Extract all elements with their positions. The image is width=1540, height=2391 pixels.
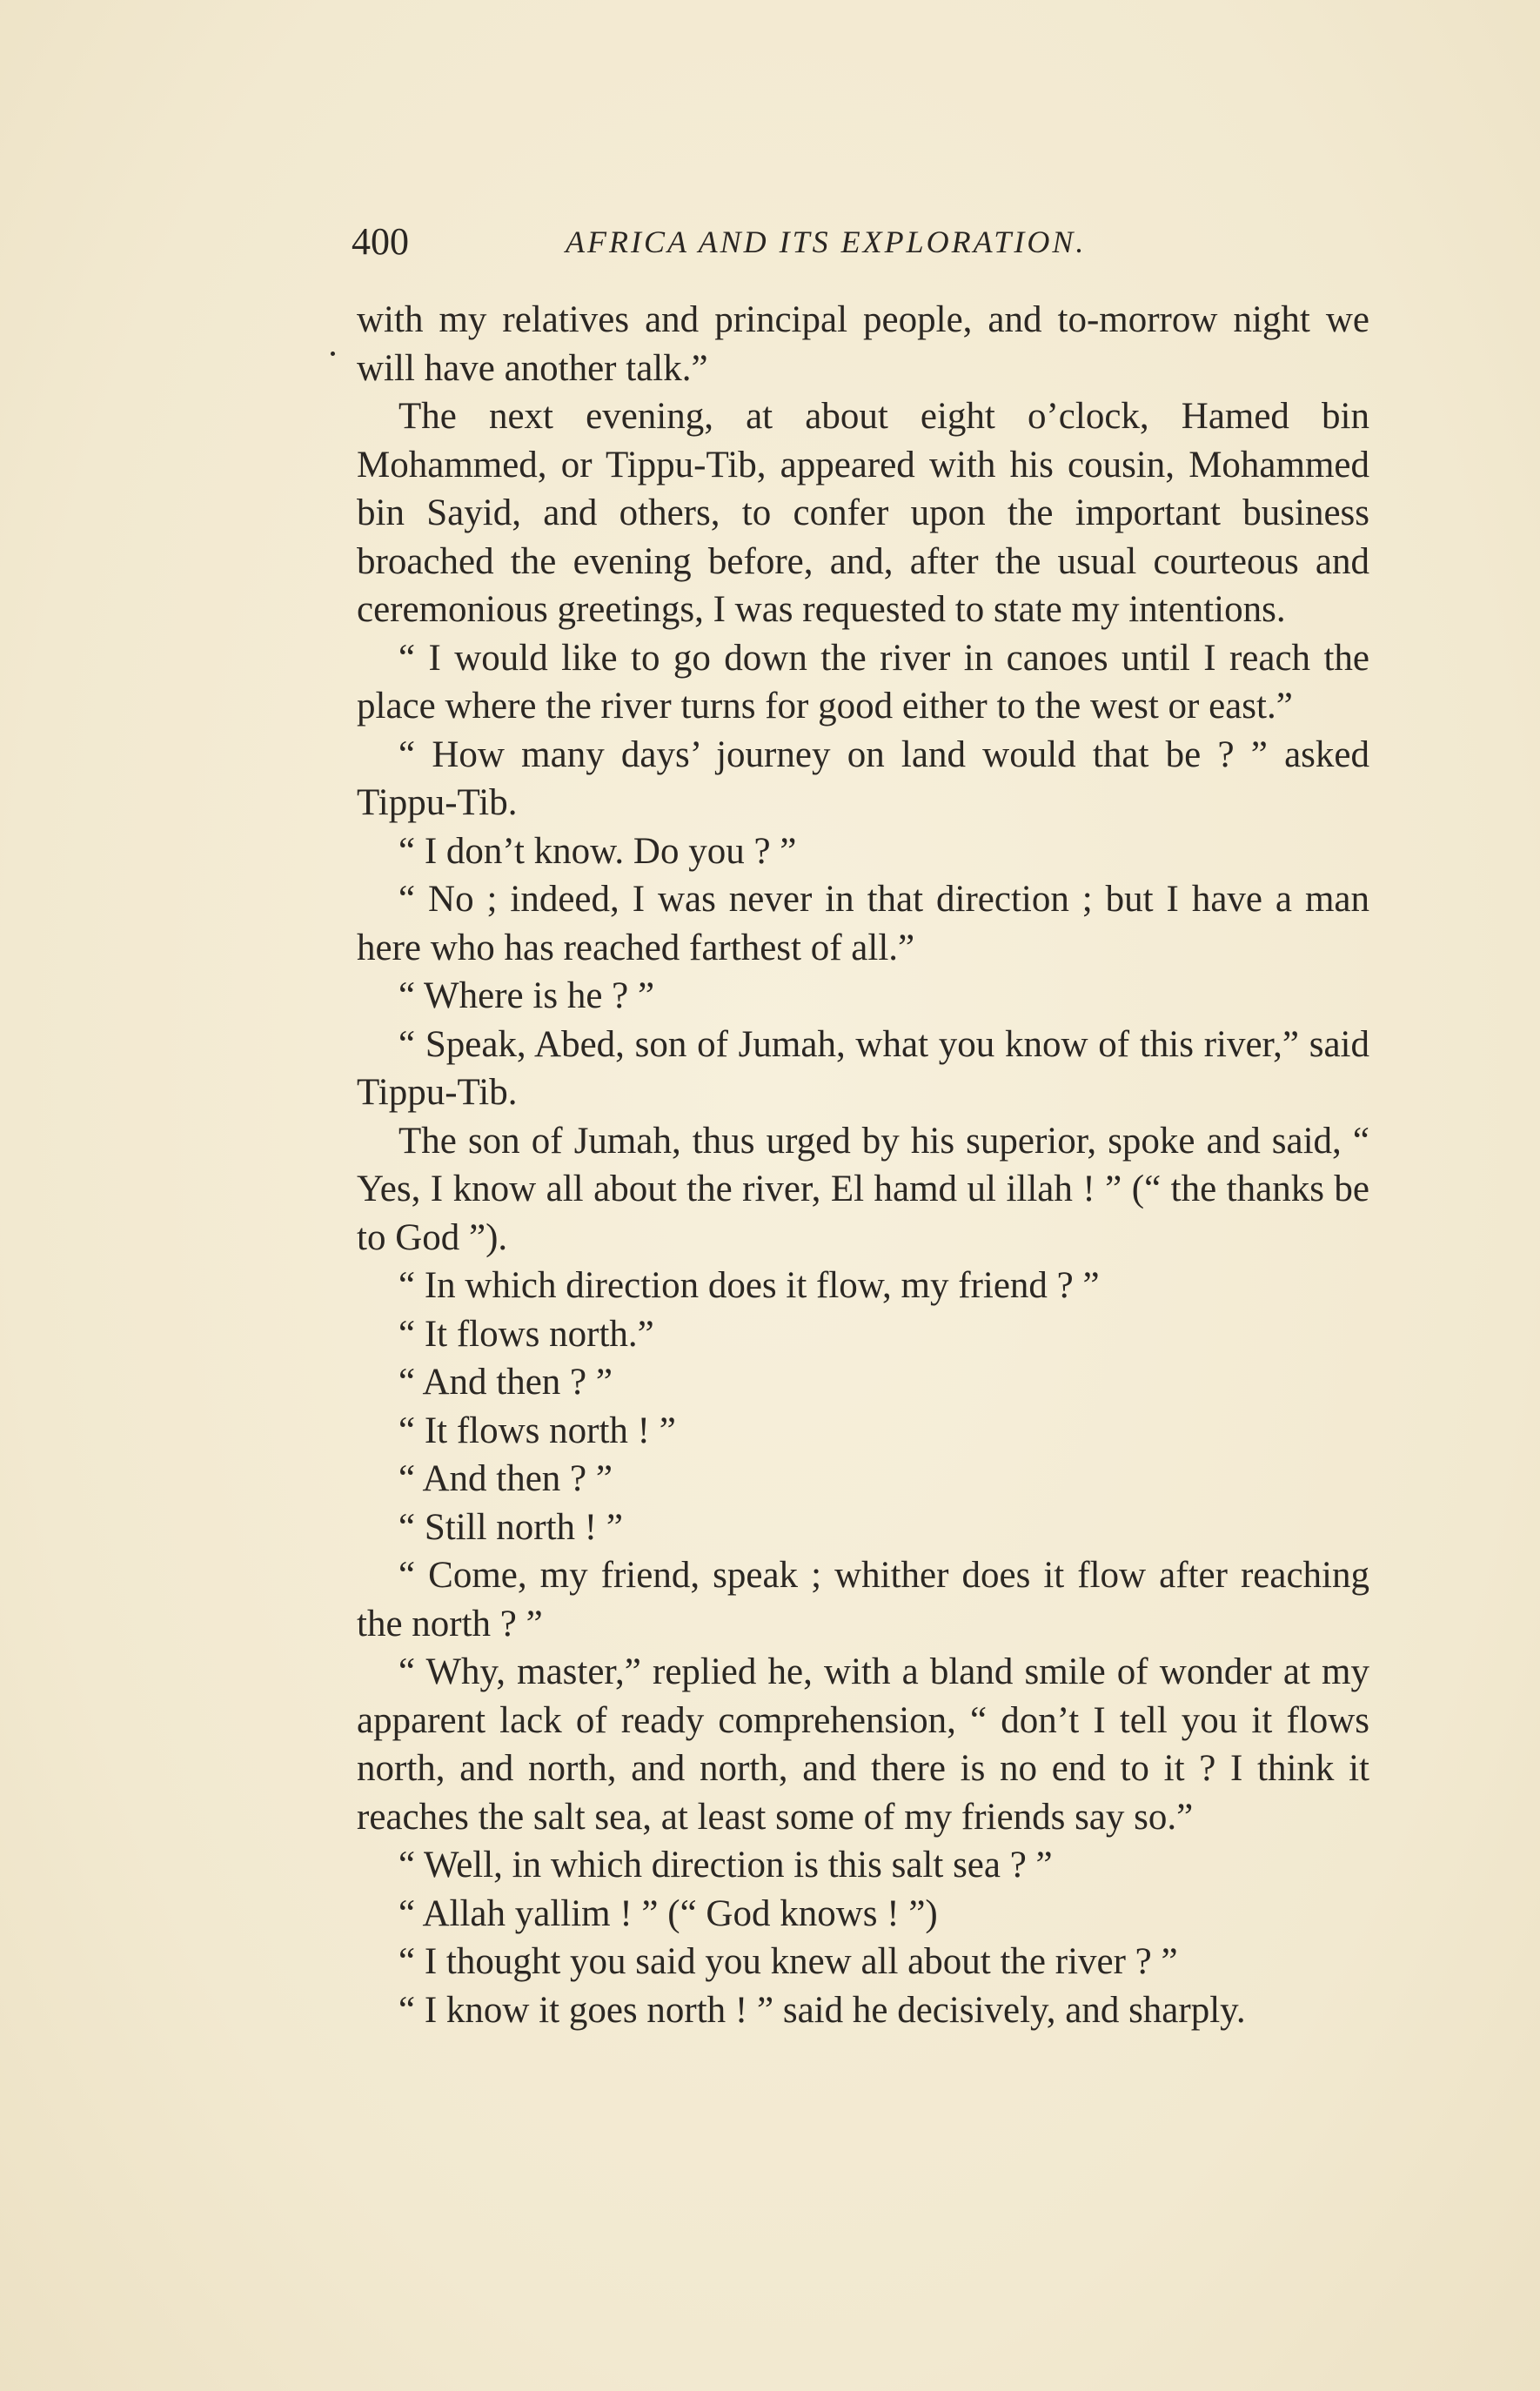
paragraph: “ Why, master,” replied he, with a bland smile of wonder at my apparent lack of ready comprehension, “ don’t I tell you it flows north, and north, and north, and there is no end to it ? I think it reaches the salt sea, at least some of my friends say so.”	[357, 1651, 1369, 1838]
paragraph: “ I know it goes north ! ” said he decisively, and sharply.	[398, 1989, 1246, 2031]
page-header	[352, 219, 1187, 265]
paragraph: “ In which direction does it flow, my friend ? ”	[398, 1265, 1100, 1306]
body-text	[357, 296, 1369, 2034]
paragraph: “ I thought you said you knew all about the river ? ”	[398, 1941, 1178, 1982]
paragraph: “ I would like to go down the river in canoes until I reach the place where the river turns for good either to the west or east.”	[357, 637, 1369, 727]
running-title: AFRICA AND ITS EXPLORATION.	[566, 224, 1087, 259]
paragraph: “ I don’t know. Do you ? ”	[398, 830, 797, 872]
margin-speck	[331, 352, 335, 356]
paragraph: “ Speak, Abed, son of Jumah, what you know of this river,” said Tippu-Tib.	[357, 1023, 1369, 1113]
paragraph: “ Still north ! ”	[398, 1506, 623, 1548]
paragraph: with my relatives and principal people, and to-morrow night we will have another talk.”	[357, 299, 1369, 389]
paragraph: “ And then ? ”	[398, 1458, 613, 1499]
page-number: 400	[352, 220, 409, 263]
paragraph: “ Where is he ? ”	[398, 975, 655, 1016]
paragraph: “ How many days’ journey on land would that be ? ” asked Tippu-Tib.	[357, 733, 1369, 823]
paragraph: “ And then ? ”	[398, 1362, 613, 1403]
paragraph: “ Come, my friend, speak ; whither does it flow after reaching the north ? ”	[357, 1555, 1369, 1644]
paragraph: “ Allah yallim ! ” (“ God knows ! ”)	[398, 1892, 938, 1934]
paragraph: “ No ; indeed, I was never in that direction ; but I have a man here who has reached farthest of all.”	[357, 879, 1369, 968]
paragraph: “ It flows north.”	[398, 1313, 654, 1355]
paragraph: The next evening, at about eight o’clock, Hamed bin Mohammed, or Tippu-Tib, appeared with his cousin, Mohammed bin Sayid, and others, to confer upon the important business broached the evening before, and, after the usual courteous and ceremonious greetings, I was requested to state my intentions.	[357, 396, 1369, 630]
paragraph: “ It flows north ! ”	[398, 1410, 676, 1451]
paragraph: “ Well, in which direction is this salt sea ? ”	[398, 1845, 1053, 1885]
paragraph: The son of Jumah, thus urged by his superior, spoke and said, “ Yes, I know all about the river, El hamd ul illah ! ” (“ the thanks be to God ”).	[357, 1120, 1369, 1258]
